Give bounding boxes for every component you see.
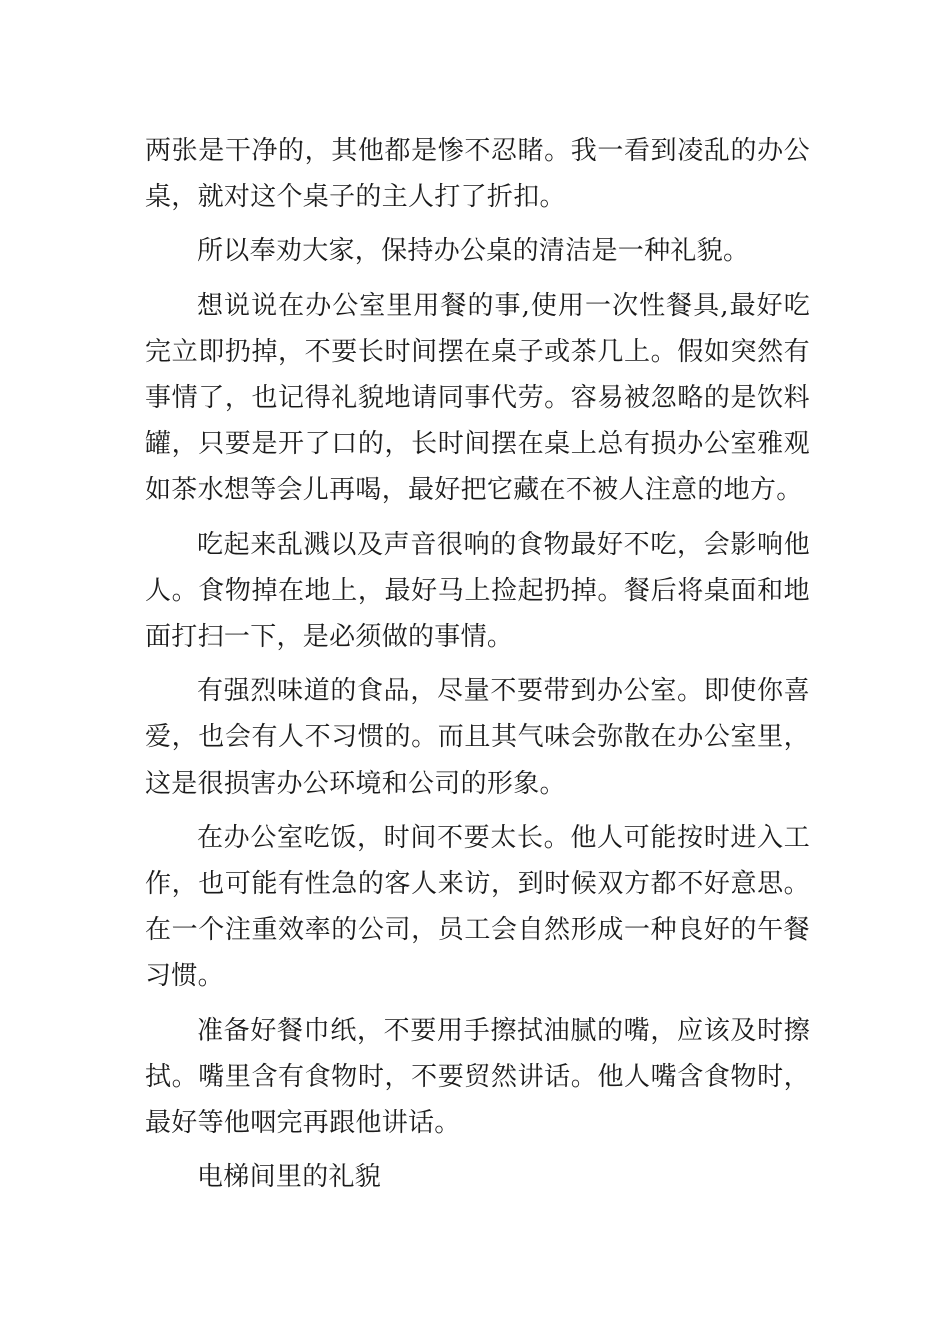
paragraph-gap: [145, 514, 810, 522]
document-body: [145, 128, 810, 1200]
paragraph-gap: [145, 660, 810, 668]
section-heading-elevator: 电梯间里的礼貌: [197, 1162, 382, 1193]
paragraph-office-meals: 想说说在办公室里用餐的事,使用一次性餐具,最好吃完立即扔掉，不要长时间摆在桌子或茶几上。假如突然有事情了，也记得礼貌地请同事代劳。容易被忽略的是饮料罐，只要是开了口的，长时间摆在桌上总有损办公室雅观如茶水想等会儿再喝，最好把它藏在不被人注意的地方。: [145, 290, 810, 506]
paragraph-continuation: 两张是干净的，其他都是惨不忍睹。我一看到凌乱的办公桌，就对这个桌子的主人打了折扣。: [145, 136, 810, 213]
paragraph-desk-courtesy: 所以奉劝大家，保持办公桌的清洁是一种礼貌。: [197, 236, 750, 267]
paragraph-gap: [145, 1000, 810, 1008]
paragraph-noisy-food: 吃起来乱溅以及声音很响的食物最好不吃，会影响他人。食物掉在地上，最好马上捡起扔掉。餐后将桌面和地面打扫一下，是必须做的事情。: [145, 529, 810, 653]
paragraph-meal-time: 在办公室吃饭，时间不要太长。他人可能按时进入工作，也可能有性急的客人来访，到时候双方都不好意思。在一个注重效率的公司，员工会自然形成一种良好的午餐习惯。: [145, 822, 810, 992]
paragraph-napkins: 准备好餐巾纸，不要用手擦拭油腻的嘴，应该及时擦拭。嘴里含有食物时，不要贸然讲话。他人嘴含食物时，最好等他咽完再跟他讲话。: [145, 1015, 810, 1139]
paragraph-gap: [145, 220, 810, 228]
paragraph-gap: [145, 807, 810, 815]
paragraph-gap: [145, 1146, 810, 1154]
paragraph-strong-smell: 有强烈味道的食品，尽量不要带到办公室。即使你喜爱，也会有人不习惯的。而且其气味会弥散在办公室里，这是很损害办公环境和公司的形象。: [145, 676, 810, 799]
paragraph-gap: [145, 275, 810, 283]
